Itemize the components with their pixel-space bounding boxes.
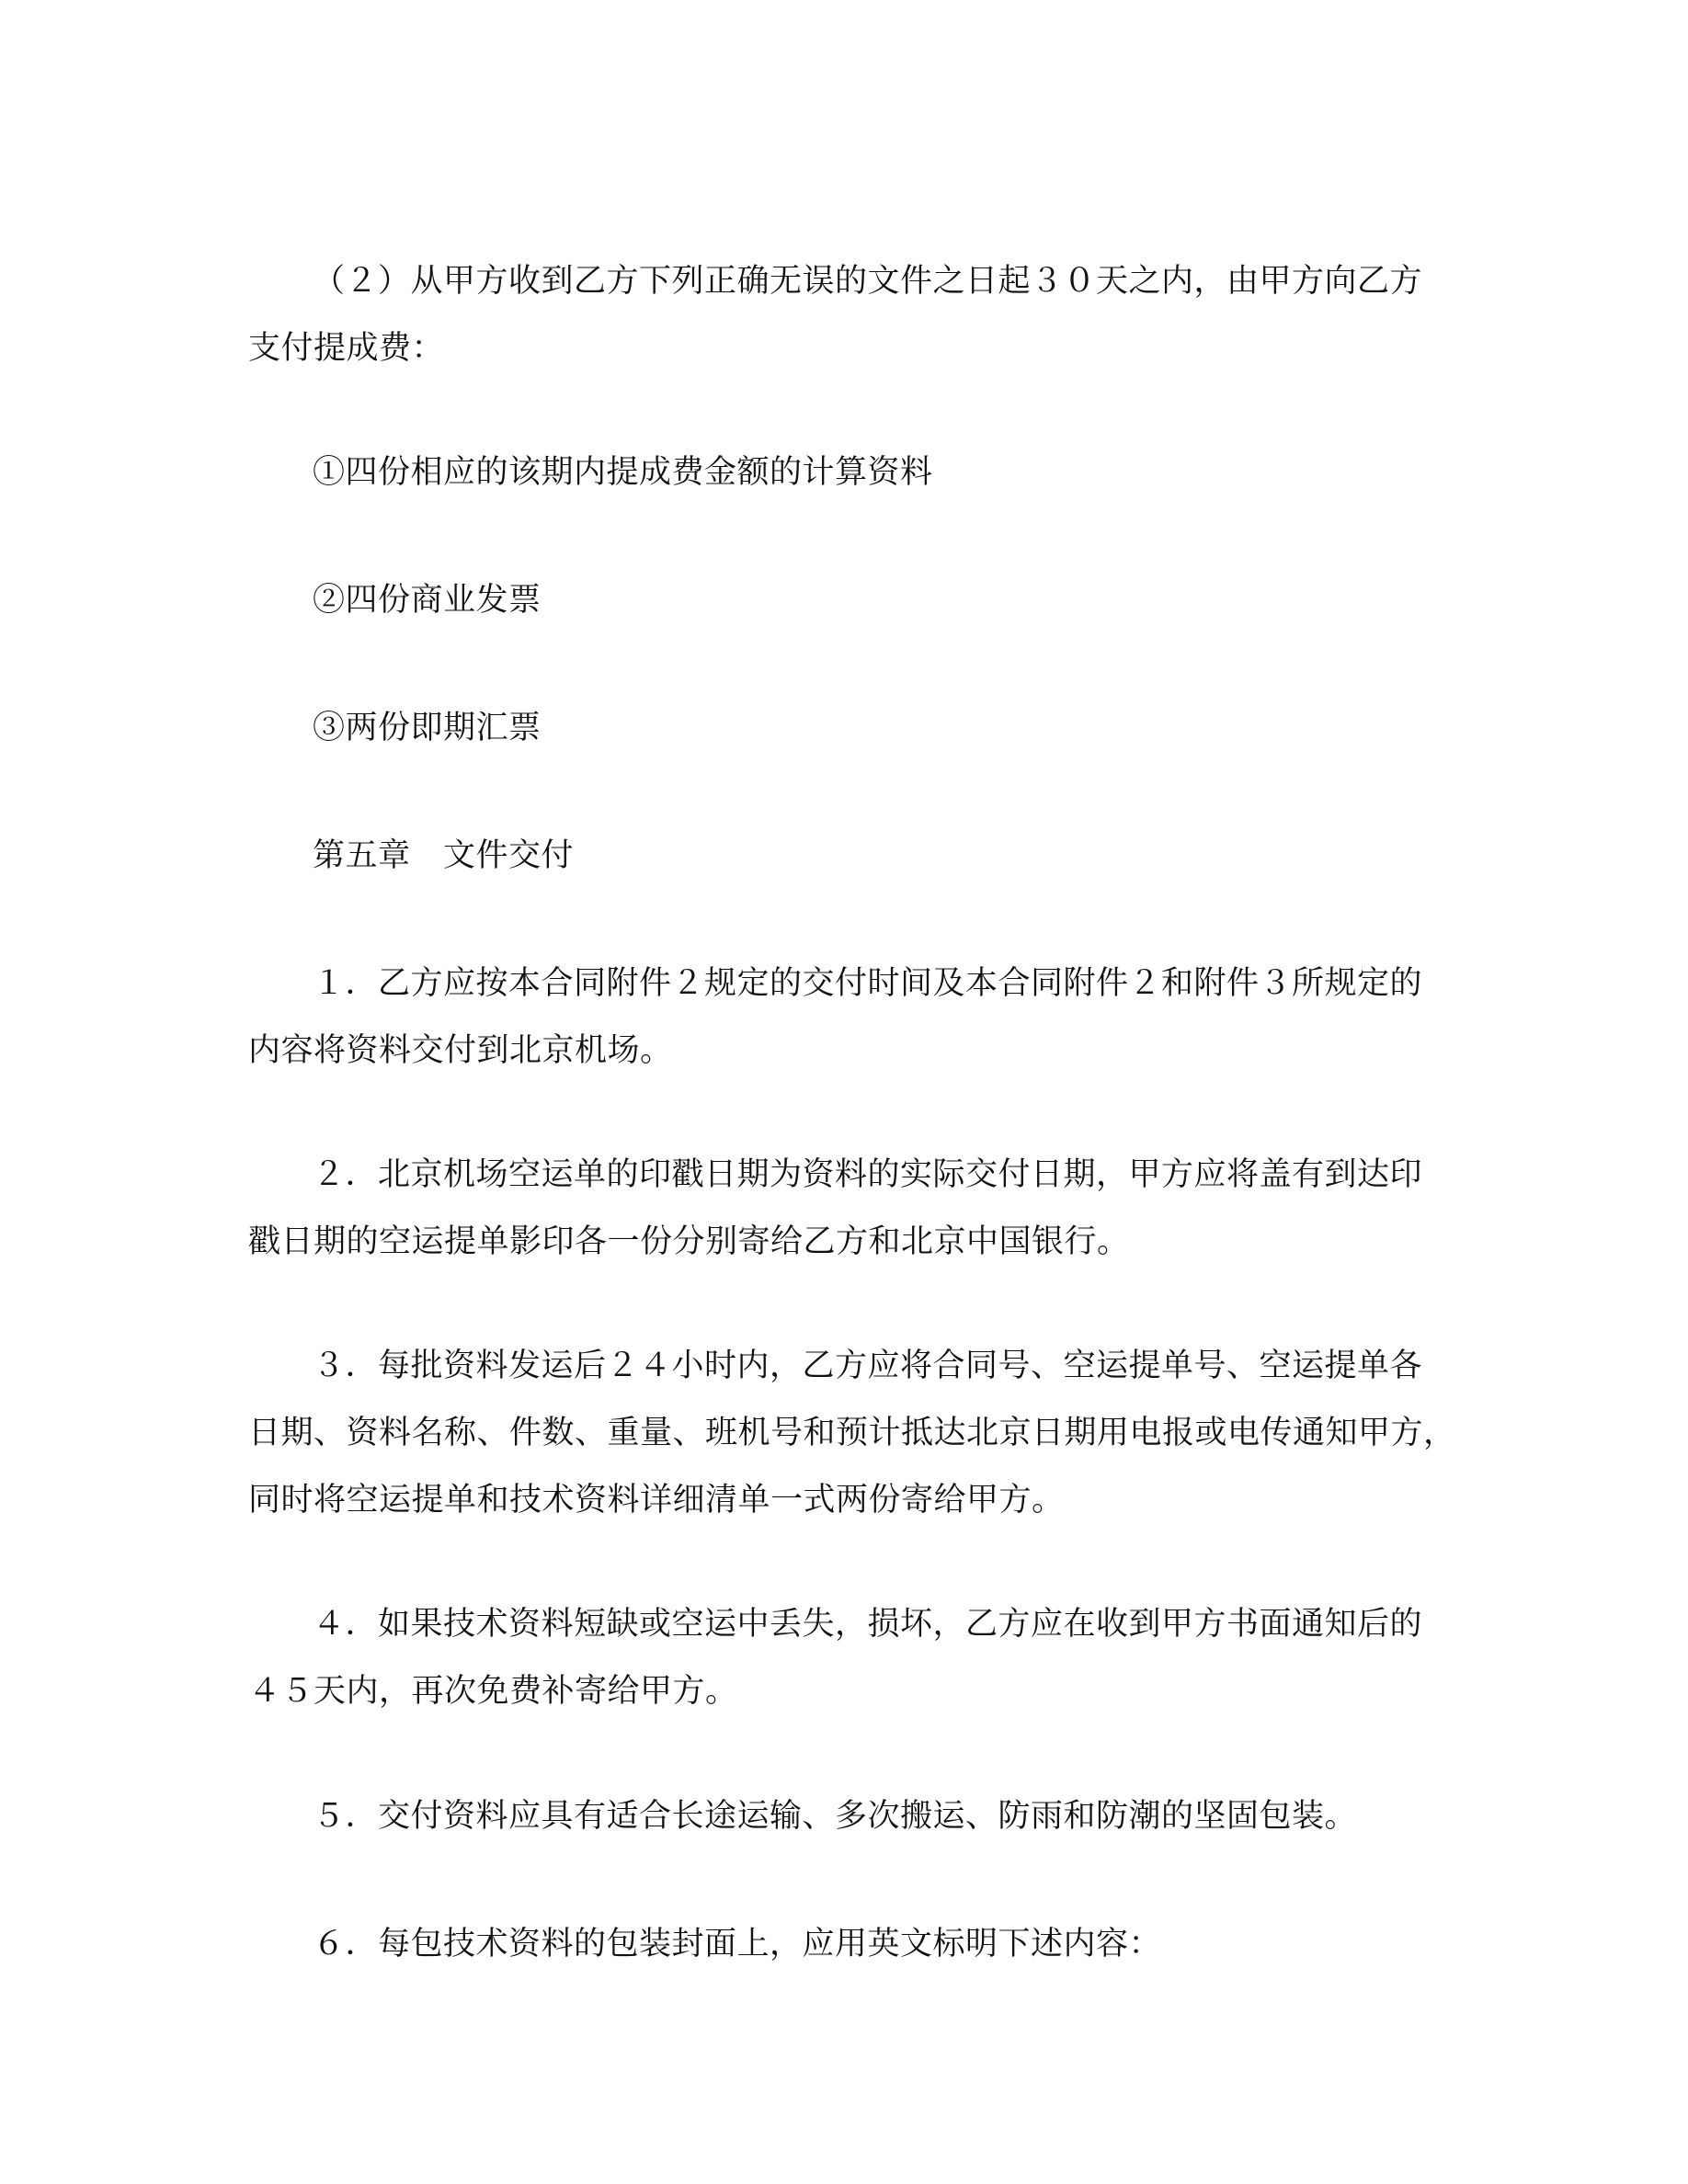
- chapter-heading: 第五章 文件交付: [313, 837, 575, 874]
- list-item: ①四份相应的该期内提成费金额的计算资料: [313, 454, 933, 491]
- clause-line: １．乙方应按本合同附件２规定的交付时间及本合同附件２和附件３所规定的: [313, 965, 1423, 1002]
- list-item: ③两份即期汇票: [313, 710, 542, 746]
- clause-line: ４．如果技术资料短缺或空运中丢失，损坏，乙方应在收到甲方书面通知后的: [313, 1606, 1423, 1643]
- clause-line: ２．北京机场空运单的印戳日期为资料的实际交付日期，甲方应将盖有到达印: [313, 1156, 1423, 1193]
- clause-line: ３．每批资料发运后２４小时内，乙方应将合同号、空运提单号、空运提单各: [313, 1348, 1423, 1384]
- clause-line: ６．每包技术资料的包装封面上，应用英文标明下述内容：: [313, 1926, 1162, 1962]
- paragraph-line: 支付提成费：: [248, 330, 445, 367]
- clause-line: 内容将资料交付到北京机场。: [248, 1032, 673, 1069]
- list-item: ②四份商业发票: [313, 582, 542, 619]
- clause-line: 同时将空运提单和技术资料详细清单一式两份寄给甲方。: [248, 1482, 1065, 1519]
- paragraph-line: （２）从甲方收到乙方下列正确无误的文件之日起３０天之内，由甲方向乙方: [313, 263, 1423, 300]
- clause-line: ５．交付资料应具有适合长途运输、多次搬运、防雨和防潮的坚固包装。: [313, 1798, 1358, 1835]
- clause-line: 戳日期的空运提单影印各一份分别寄给乙方和北京中国银行。: [248, 1223, 1130, 1260]
- clause-line: ４５天内，再次免费补寄给甲方。: [248, 1673, 738, 1710]
- clause-line: 日期、资料名称、件数、重量、班机号和预计抵达北京日期用电报或电传通知甲方，: [248, 1415, 1456, 1451]
